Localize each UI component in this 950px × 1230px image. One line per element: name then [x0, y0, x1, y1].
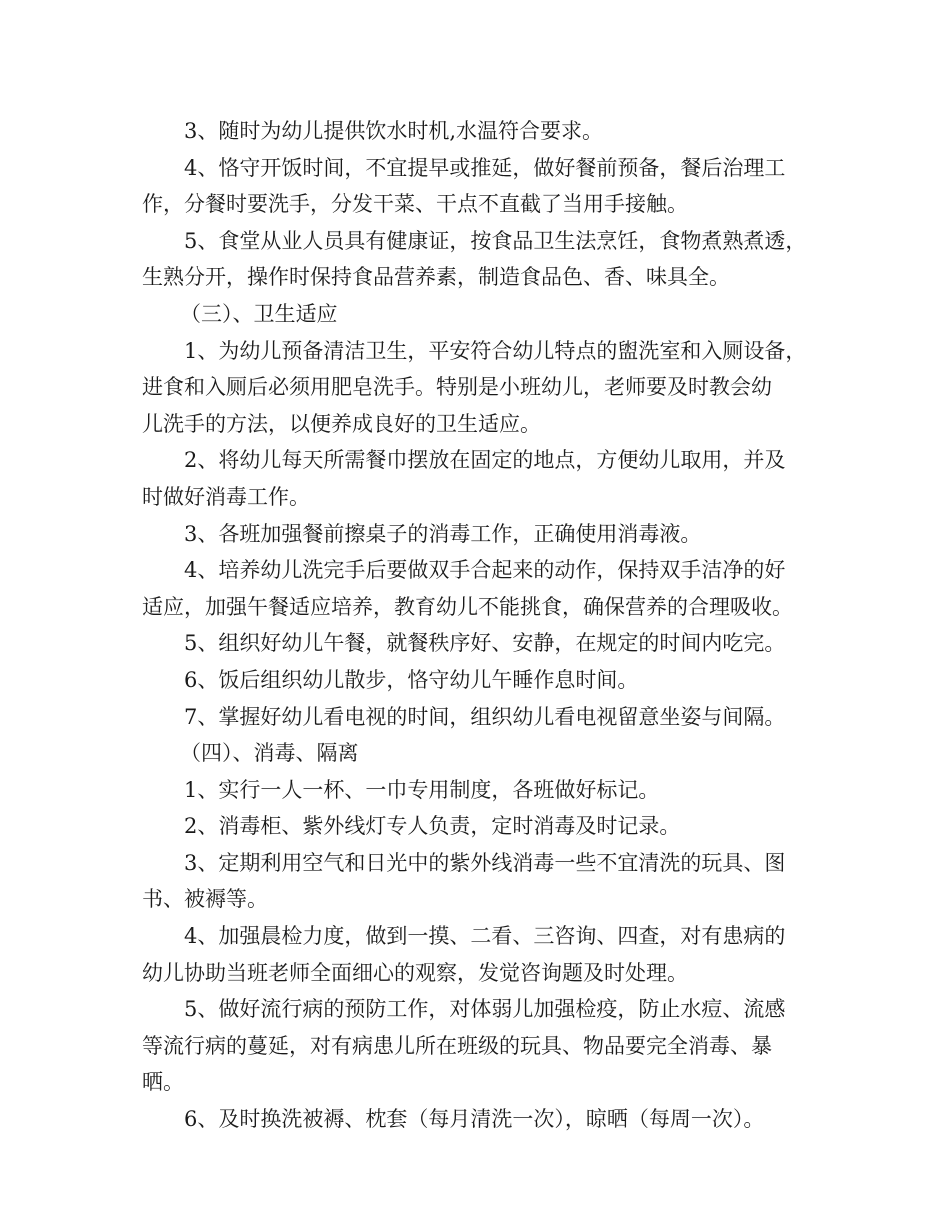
document-body — [142, 113, 814, 1138]
text-line: 等流行病的蔓延，对有病患儿所在班级的玩具、物品要完全消毒、暴 — [142, 1033, 772, 1058]
paragraph-tv-time — [142, 699, 814, 736]
text-line: 进食和入厕后必须用肥皂洗手。特别是小班幼儿，老师要及时教会幼 — [142, 375, 772, 400]
section-heading-hygiene-habits — [142, 296, 814, 333]
text-line: 晒。 — [142, 1070, 184, 1095]
paragraph-morning-check — [142, 918, 814, 991]
paragraph-epidemic — [142, 991, 814, 1101]
paragraph-canteen-staff — [142, 223, 814, 296]
paragraph-meal-time — [142, 150, 814, 223]
paragraph-drinking-water — [142, 113, 814, 150]
text-line: 6、饭后组织幼儿散步，恪守幼儿午睡作息时间。 — [184, 667, 639, 692]
text-line: 5、做好流行病的预防工作，对体弱儿加强检疫，防止水痘、流感 — [184, 997, 786, 1022]
paragraph-uv-lamp — [142, 808, 814, 845]
section-heading: （三）、卫生适应 — [180, 301, 338, 326]
text-line: 5、食堂从业人员具有健康证，按食品卫生法烹饪，食物煮熟煮透， — [184, 228, 807, 253]
paragraph-sunlight — [142, 845, 814, 918]
section-heading: （四）、消毒、隔离 — [180, 741, 359, 766]
paragraph-lunch-order — [142, 625, 814, 662]
paragraph-walk-nap — [142, 662, 814, 699]
text-line: 4、培养幼儿洗完手后要做双手合起来的动作，保持双手洁净的好 — [184, 558, 786, 583]
text-line: 4、恪守开饭时间，不宜提早或推延，做好餐前预备，餐后治理工 — [184, 155, 786, 180]
text-line: 5、组织好幼儿午餐，就餐秩序好、安静，在规定的时间内吃完。 — [184, 631, 786, 656]
text-line: 作，分餐时要洗手，分发干菜、干点不直截了当用手接触。 — [142, 192, 688, 217]
text-line: 生熟分开，操作时保持食品营养素，制造食品色、香、味具全。 — [142, 265, 730, 290]
paragraph-napkins — [142, 442, 814, 515]
text-line: 7、掌握好幼儿看电视的时间，组织幼儿看电视留意坐姿与间隔。 — [184, 704, 786, 729]
text-line: 适应，加强午餐适应培养，教育幼儿不能挑食，确保营养的合理吸收。 — [142, 594, 793, 619]
paragraph-washroom — [142, 333, 814, 443]
text-line: 4、加强晨检力度，做到一摸、二看、三咨询、四查，对有患病的 — [184, 924, 786, 949]
text-line: 3、随时为幼儿提供饮水时机,水温符合要求。 — [184, 119, 604, 143]
text-line: 幼儿协助当班老师全面细心的观察，发觉咨询题及时处理。 — [142, 960, 688, 985]
text-line: 3、各班加强餐前擦桌子的消毒工作，正确使用消毒液。 — [184, 521, 702, 546]
paragraph-hand-habits — [142, 552, 814, 625]
text-line: 1、为幼儿预备清洁卫生，平安符合幼儿特点的盥洗室和入厕设备， — [184, 338, 807, 363]
text-line: 6、及时换洗被褥、枕套（每月清洗一次），晾晒（每周一次）。 — [184, 1107, 765, 1132]
section-heading-disinfection — [142, 735, 814, 772]
paragraph-personal-cup — [142, 772, 814, 809]
text-line: 2、消毒柜、紫外线灯专人负责，定时消毒及时记录。 — [184, 814, 681, 839]
paragraph-table-disinfection — [142, 516, 814, 553]
text-line: 儿洗手的方法，以便养成良好的卫生适应。 — [142, 411, 541, 436]
paragraph-bedding — [142, 1101, 814, 1138]
text-line: 时做好消毒工作。 — [142, 484, 310, 509]
text-line: 3、定期利用空气和日光中的紫外线消毒一些不宜清洗的玩具、图 — [184, 850, 786, 875]
text-line: 书、被褥等。 — [142, 887, 268, 912]
text-line: 2、将幼儿每天所需餐巾摆放在固定的地点，方便幼儿取用，并及 — [184, 448, 786, 473]
text-line: 1、实行一人一杯、一巾专用制度，各班做好标记。 — [184, 777, 660, 802]
